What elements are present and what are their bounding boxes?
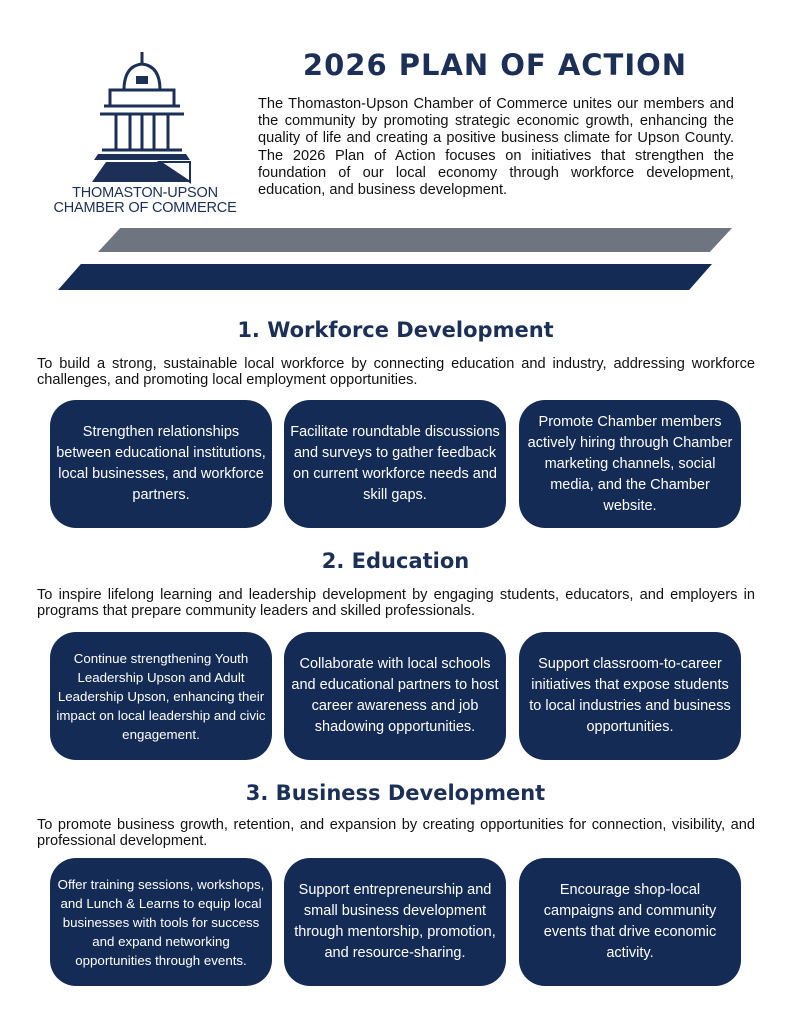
decorative-navy-bar [58, 264, 712, 290]
section-title-education: 2. Education [321, 549, 470, 573]
chamber-logo [50, 50, 240, 220]
initiative-card: Promote Chamber members actively hiring through Chamber marketing channels, social media, and the Chamber website. [519, 400, 741, 528]
section-description-education: To inspire lifelong learning and leadership development by engaging students, educators, and employers in programs that prepare community leaders and skilled professionals. [37, 587, 755, 619]
section-title-business: 3. Business Development [245, 781, 546, 805]
initiative-card: Strengthen relationships between educational institutions, local businesses, and workforce partners. [50, 400, 272, 528]
logo-line-1: THOMASTON-UPSON [72, 185, 218, 201]
page-title: 2026 PLAN OF ACTION [302, 48, 688, 82]
initiative-card: Continue strengthening Youth Leadership Upson and Adult Leadership Upson, enhancing their impact on local leadership and civic engagement. [50, 632, 272, 760]
initiative-card: Facilitate roundtable discussions and surveys to gather feedback on current workforce needs and skill gaps. [284, 400, 506, 528]
initiative-card: Support entrepreneurship and small business development through mentorship, promotion, and resource-sharing. [284, 858, 506, 986]
initiative-card: Encourage shop-local campaigns and community events that drive economic activity. [519, 858, 741, 986]
logo-wordmark [50, 186, 240, 216]
initiative-card: Offer training sessions, workshops, and Lunch & Learns to equip local businesses with tools for success and expand networking opportunities through events. [50, 858, 272, 986]
section-description-business: To promote business growth, retention, and expansion by creating opportunities for connection, visibility, and professional development. [37, 817, 755, 849]
logo-line-2: CHAMBER OF COMMERCE [53, 200, 237, 216]
initiative-card: Support classroom-to-career initiatives that expose students to local industries and business opportunities. [519, 632, 741, 760]
courthouse-dome-icon [90, 50, 202, 184]
intro-paragraph: The Thomaston-Upson Chamber of Commerce unites our members and the community by promoting strategic economic growth, enhancing the quality of life and creating a positive business climate for Upson County. The 2026 Plan of Action focuses on initiatives that strengthen the foundation of our local economy through workforce development, education, and business development. [258, 96, 734, 199]
initiative-card: Collaborate with local schools and educational partners to host career awareness and job shadowing opportunities. [284, 632, 506, 760]
decorative-gray-bar [98, 228, 732, 252]
section-title-workforce: 1. Workforce Development [237, 318, 554, 342]
section-description-workforce: To build a strong, sustainable local workforce by connecting education and industry, addressing workforce challenges, and promoting local employment opportunities. [37, 356, 755, 388]
